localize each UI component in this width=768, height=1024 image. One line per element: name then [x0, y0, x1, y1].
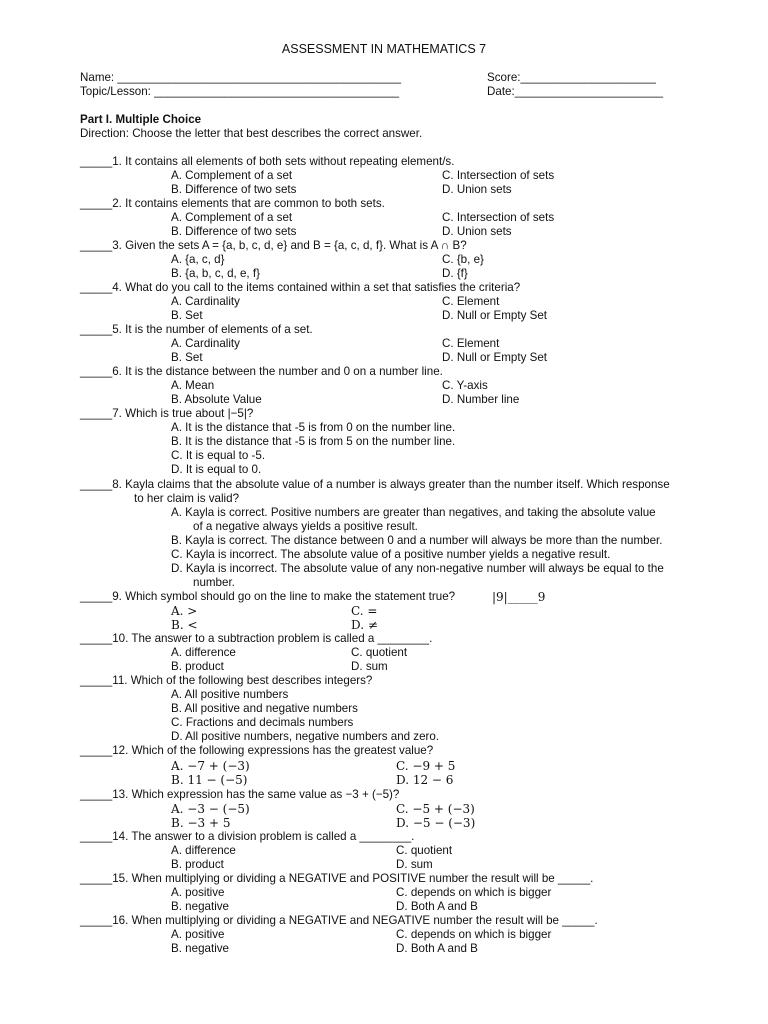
- choice-a: A. −7 + (−3): [171, 759, 250, 773]
- choice-a: A. Complement of a set: [171, 211, 293, 224]
- direction-text: Direction: Choose the letter that best describes the correct answer.: [80, 127, 423, 140]
- choice-b: B. product: [171, 858, 224, 871]
- choice-d: D. ≠: [351, 618, 378, 632]
- choice-c: C. Fractions and decimals numbers: [171, 716, 354, 729]
- question-stem: _____15. When multiplying or dividing a NEGATIVE and POSITIVE number the result will be _____.: [80, 872, 594, 885]
- choice-c: C. depends on which is bigger: [396, 886, 552, 899]
- choice-a: A. Kayla is correct. Positive numbers are greater than negatives, and taking the absolute value: [171, 506, 656, 519]
- choice-a: A. Cardinality: [171, 337, 240, 350]
- choice-d: D. Null or Empty Set: [442, 309, 548, 322]
- choice-a: A. −3 − (−5): [171, 802, 250, 816]
- choice-b: B. Kayla is correct. The distance between 0 and a number will always be more than the number.: [171, 534, 663, 547]
- choice-a: A. All positive numbers: [171, 688, 289, 701]
- choice-c: C. −9 + 5: [396, 759, 456, 773]
- choice-c: C. Y-axis: [442, 379, 488, 392]
- question-stem: _____3. Given the sets A = {a, b, c, d, e} and B = {a, c, d, f}. What is A ∩ B?: [80, 239, 467, 252]
- choice-b: B. −3 + 5: [171, 816, 231, 830]
- choice-b: B. Set: [171, 351, 203, 364]
- topic-field-line: Topic/Lesson: ______________________________________: [80, 85, 400, 98]
- choice-b: B. Difference of two sets: [171, 225, 297, 238]
- choice-c: C. Element: [442, 295, 500, 308]
- choice-d: D. It is equal to 0.: [171, 463, 262, 476]
- question-stem: _____10. The answer to a subtraction problem is called a ________.: [80, 632, 433, 645]
- choice-b: B. It is the distance that -5 is from 5 on the number line.: [171, 435, 456, 448]
- choice-c: C. {b, e}: [442, 253, 484, 266]
- question-stem: _____7. Which is true about |−5|?: [80, 407, 254, 420]
- choice-c: C. −5 + (−3): [396, 802, 475, 816]
- question-stem: _____6. It is the distance between the number and 0 on a number line.: [80, 365, 443, 378]
- choice-d-continued: number.: [193, 576, 235, 589]
- choice-d: D. Union sets: [442, 183, 512, 196]
- question-stem: _____11. Which of the following best describes integers?: [80, 674, 373, 687]
- choice-b: B. All positive and negative numbers: [171, 702, 358, 715]
- score-field-line: Score:_____________________: [487, 71, 656, 84]
- choice-a: A. {a, c, d}: [171, 253, 225, 266]
- choice-c: C. quotient: [351, 646, 408, 659]
- question-stem: _____2. It contains elements that are common to both sets.: [80, 197, 385, 210]
- choice-d: D. sum: [396, 858, 433, 871]
- choice-d: D. Both A and B: [396, 942, 478, 955]
- choice-c: C. =: [351, 604, 378, 618]
- choice-d: D. Kayla is incorrect. The absolute value of any non-negative number will always be equal to the: [171, 562, 664, 575]
- choice-d: D. Union sets: [442, 225, 512, 238]
- choice-a: A. positive: [171, 928, 225, 941]
- choice-b: B. Absolute Value: [171, 393, 262, 406]
- choice-b: B. 11 − (−5): [171, 773, 248, 787]
- choice-d: D. −5 − (−3): [396, 816, 476, 830]
- question-stem: _____16. When multiplying or dividing a NEGATIVE and NEGATIVE number the result will be _____.: [80, 914, 598, 927]
- choice-b: B. <: [171, 618, 198, 632]
- question-stem-continued: to her claim is valid?: [134, 492, 240, 505]
- choice-d: D. Number line: [442, 393, 520, 406]
- choice-c: C. Intersection of sets: [442, 211, 555, 224]
- choice-a-continued: of a negative always yields a positive result.: [193, 520, 418, 533]
- choice-c: C. It is equal to -5.: [171, 449, 266, 462]
- question-stem: _____4. What do you call to the items contained within a set that satisfies the criteria?: [80, 281, 521, 294]
- choice-d: D. Both A and B: [396, 900, 478, 913]
- choice-b: B. negative: [171, 942, 230, 955]
- page-title: ASSESSMENT IN MATHEMATICS 7: [281, 42, 487, 56]
- question-stem: _____12. Which of the following expressions has the greatest value?: [80, 744, 434, 757]
- choice-d: D. All positive numbers, negative numbers and zero.: [171, 730, 440, 743]
- choice-b: B. Difference of two sets: [171, 183, 297, 196]
- choice-b: B. {a, b, c, d, e, f}: [171, 267, 260, 280]
- choice-b: B. product: [171, 660, 224, 673]
- choice-d: D. Null or Empty Set: [442, 351, 548, 364]
- question-stem: _____9. Which symbol should go on the line to make the statement true?: [80, 590, 456, 603]
- choice-d: D. {f}: [442, 267, 468, 280]
- name-field-line: Name: ____________________________________________: [80, 71, 402, 84]
- question-stem: _____5. It is the number of elements of a set.: [80, 323, 313, 336]
- choice-c: C. Kayla is incorrect. The absolute value of a positive number yields a negative result.: [171, 548, 611, 561]
- choice-d: D. 12 − 6: [396, 773, 454, 787]
- question-stem: _____1. It contains all elements of both sets without repeating element/s.: [80, 155, 455, 168]
- choice-a: A. difference: [171, 646, 236, 659]
- choice-a: A. Mean: [171, 379, 215, 392]
- choice-b: B. Set: [171, 309, 203, 322]
- choice-c: C. Intersection of sets: [442, 169, 555, 182]
- choice-a: A. Cardinality: [171, 295, 240, 308]
- choice-c: C. quotient: [396, 844, 453, 857]
- choice-c: C. Element: [442, 337, 500, 350]
- choice-a: A. difference: [171, 844, 236, 857]
- question-stem: _____13. Which expression has the same value as −3 + (−5)?: [80, 788, 400, 801]
- choice-a: A. >: [171, 604, 198, 618]
- choice-a: A. Complement of a set: [171, 169, 293, 182]
- choice-a: A. positive: [171, 886, 225, 899]
- question-stem: _____8. Kayla claims that the absolute value of a number is always greater than the number itself. Which response: [80, 478, 670, 491]
- date-field-line: Date:_______________________: [487, 85, 664, 98]
- choice-d: D. sum: [351, 660, 388, 673]
- choice-b: B. negative: [171, 900, 230, 913]
- choice-a: A. It is the distance that -5 is from 0 on the number line.: [171, 421, 456, 434]
- math-expression: |9|_____9: [492, 590, 546, 604]
- choice-c: C. depends on which is bigger: [396, 928, 552, 941]
- question-stem: _____14. The answer to a division problem is called a ________.: [80, 830, 415, 843]
- part-heading: Part I. Multiple Choice: [80, 113, 202, 126]
